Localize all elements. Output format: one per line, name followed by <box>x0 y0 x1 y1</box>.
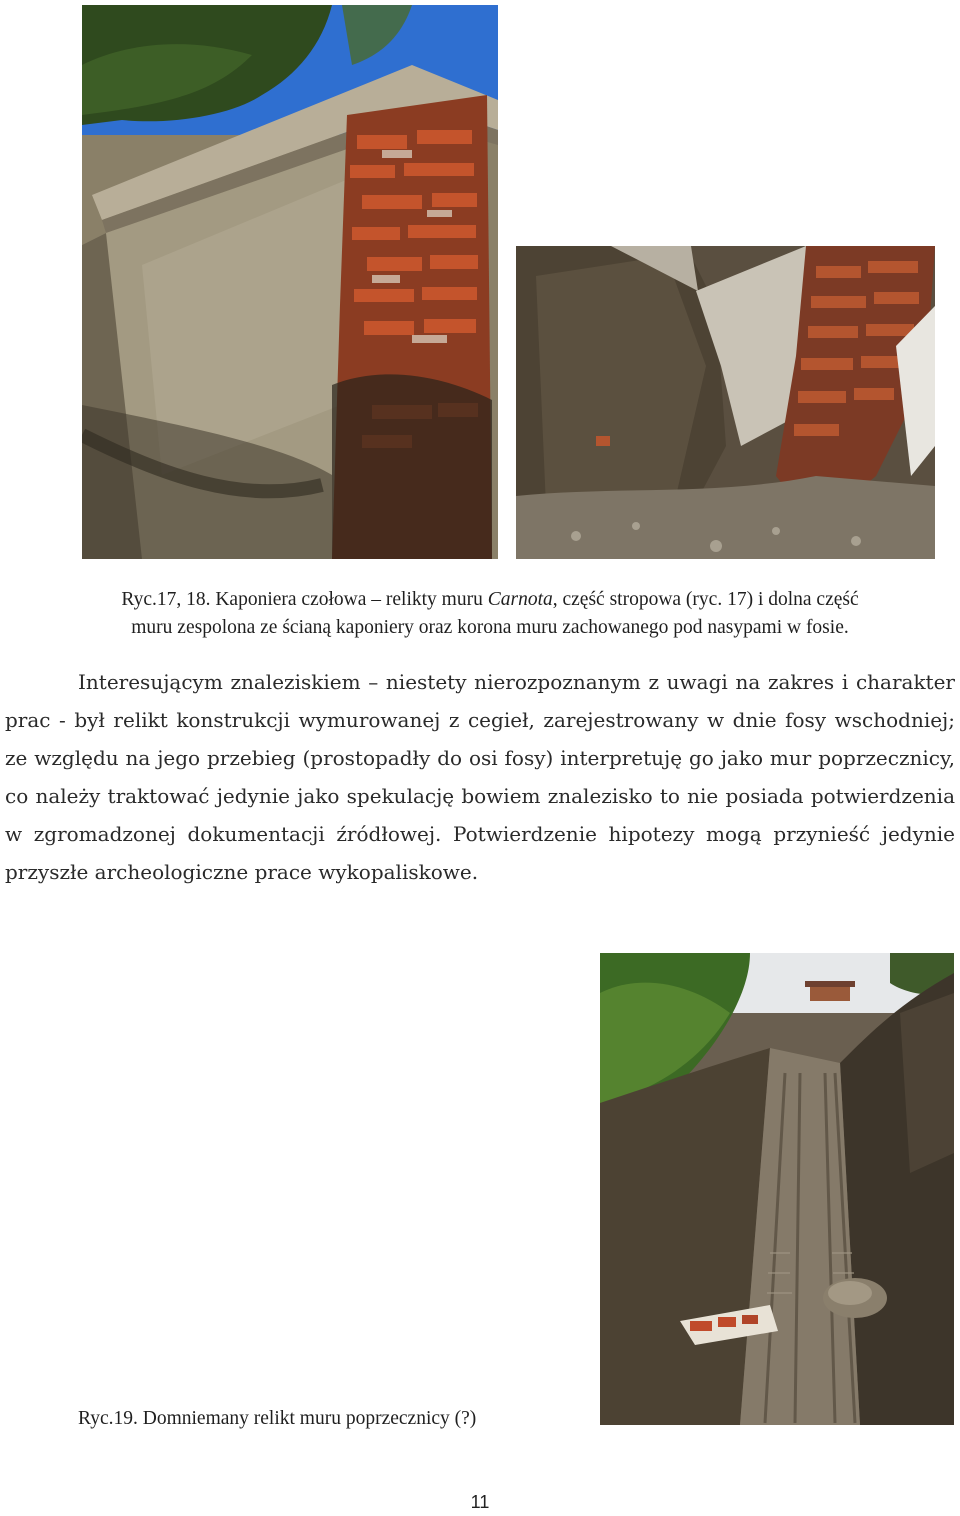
body-paragraph: Interesującym znaleziskiem – niestety nierozpoznanym z uwagi na zakres i charakter prac - był relikt konstrukcji wymurowanej z cegieł, zarejestrowany w dnie fosy wschodniej; ze względu na jego przebieg (prostopadły do osi fosy) interpretuję go jako mur poprzecznicy, co należy traktować jedynie jako spekulację bowiem znalezisko to nie posiada potwierdzenia w zgromadzonej dokumentacji źródłowej. Potwierdzenie hipotezy mogą przynieść jedynie przyszłe archeologiczne prace wykopaliskowe. <box>5 670 955 884</box>
figure-caption-ryc-17-18 <box>40 586 940 642</box>
figure-caption-ryc-19: Ryc.19. Domniemany relikt muru poprzecznicy (?) <box>78 1408 477 1429</box>
photo-ryc-19 <box>600 953 954 1425</box>
caption-line-1: Ryc.17, 18. Kaponiera czołowa – relikty muru Carnota, część stropowa (ryc. 17) i dolna część <box>121 589 859 610</box>
photo-ryc-18 <box>516 246 935 559</box>
caption-italic-name: Carnota <box>487 589 553 610</box>
photo-ryc-17 <box>82 5 498 559</box>
caption-line-2: muru zespolona ze ścianą kaponiery oraz korona muru zachowanego pod nasypami w fosie. <box>131 617 849 638</box>
page-number: 11 <box>470 1492 490 1512</box>
